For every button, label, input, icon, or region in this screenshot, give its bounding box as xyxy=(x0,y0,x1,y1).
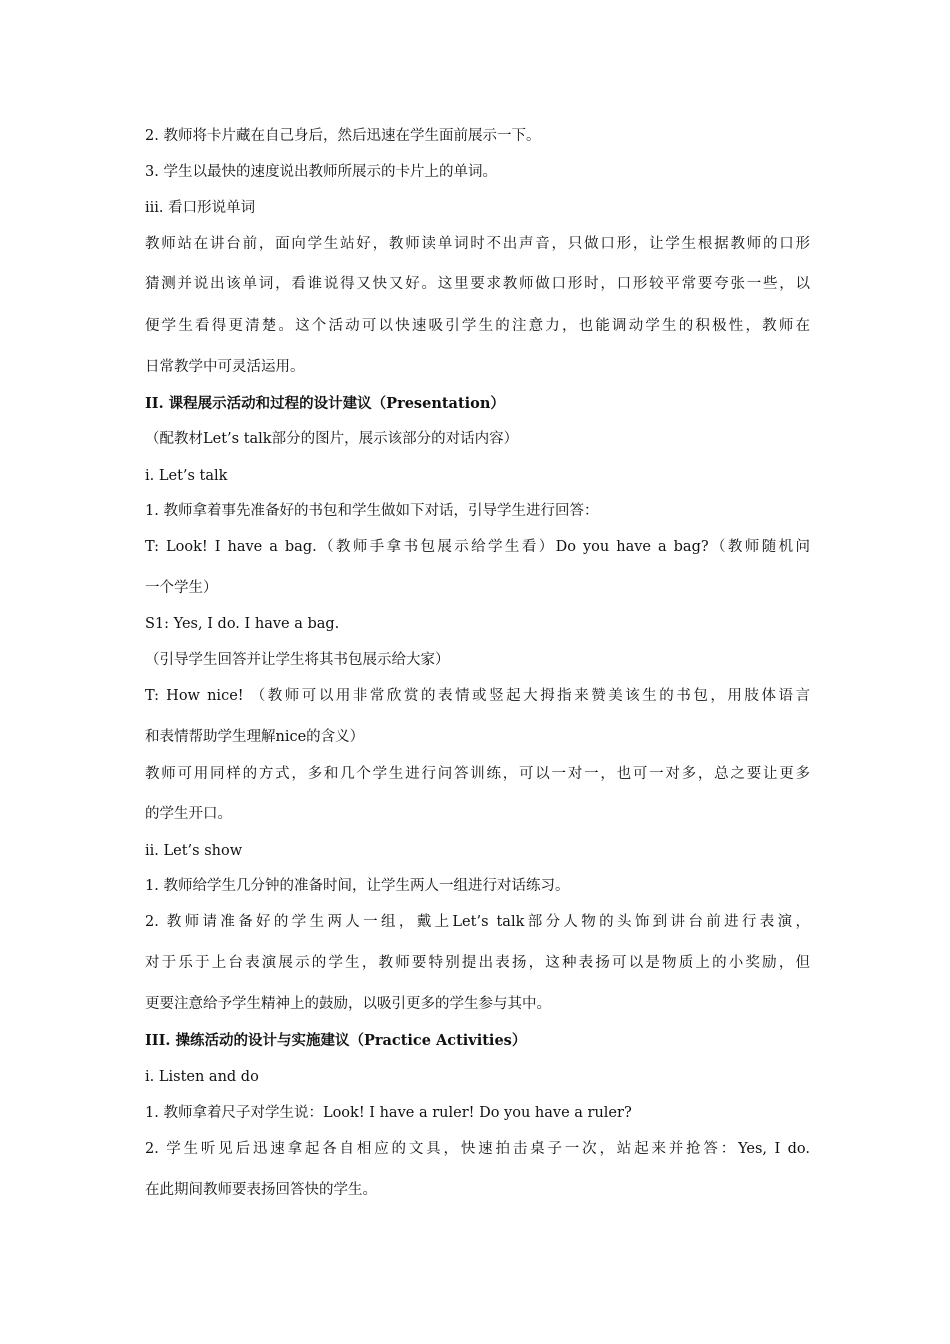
paragraph-line: 教师站在讲台前，面向学生站好，教师读单词时不出声音，只做口形，让学生根据教师的口形 xyxy=(145,236,810,252)
note-line: （配教材Let’s talk部分的图片，展示该部分的对话内容） xyxy=(145,431,519,447)
step-line: 1. 教师拿着尺子对学生说：Look! I have a ruler! Do you have a ruler? xyxy=(145,1105,632,1121)
paragraph-line: 更要注意给予学生精神上的鼓励，以吸引更多的学生参与其中。 xyxy=(145,996,551,1012)
section-heading-presentation: II. 课程展示活动和过程的设计建议（Presentation） xyxy=(145,395,505,412)
step-line: 2. 学生听见后迅速拿起各自相应的文具，快速拍击桌子一次，站起来并抢答：Yes, I do. xyxy=(145,1141,810,1157)
section-heading-practice: III. 操练活动的设计与实施建议（Practice Activities） xyxy=(145,1032,527,1049)
paragraph-line: 猜测并说出该单词，看谁说得又快又好。这里要求教师做口形时，口形较平常要夸张一些，以 xyxy=(145,276,810,292)
subheading-listen-and-do: i. Listen and do xyxy=(145,1069,259,1085)
dialogue-line: T: How nice! （教师可以用非常欣赏的表情或竖起大拇指来赞美该生的书包，用肢体语言 xyxy=(145,688,810,704)
subheading-lets-show: ii. Let’s show xyxy=(145,843,243,859)
paragraph-line: 在此期间教师要表扬回答快的学生。 xyxy=(145,1182,377,1198)
step-line: 2. 教师请准备好的学生两人一组，戴上Let’s talk部分人物的头饰到讲台前进行表演， xyxy=(145,914,810,930)
step-line: 1. 教师拿着事先准备好的书包和学生做如下对话，引导学生进行回答： xyxy=(145,503,599,519)
dialogue-line: T: Look! I have a bag.（教师手拿书包展示给学生看）Do you have a bag?（教师随机问 xyxy=(145,539,810,555)
paragraph-line: 日常教学中可灵活运用。 xyxy=(145,359,305,375)
step-2-hide-card: 2. 教师将卡片藏在自己身后，然后迅速在学生面前展示一下。 xyxy=(145,128,541,144)
note-line: （引导学生回答并让学生将其书包展示给大家） xyxy=(145,652,450,668)
subheading-lets-talk: i. Let’s talk xyxy=(145,468,228,484)
paragraph-line: 的学生开口。 xyxy=(145,806,232,822)
dialogue-line: 一个学生） xyxy=(145,580,218,596)
paragraph-line: 对于乐于上台表演展示的学生，教师要特别提出表扬，这种表扬可以是物质上的小奖励，但 xyxy=(145,955,810,971)
paragraph-line: 便学生看得更清楚。这个活动可以快速吸引学生的注意力，也能调动学生的积极性，教师在 xyxy=(145,318,810,334)
step-3-say-word: 3. 学生以最快的速度说出教师所展示的卡片上的单词。 xyxy=(145,164,497,180)
step-line: 1. 教师给学生几分钟的准备时间，让学生两人一组进行对话练习。 xyxy=(145,878,570,894)
paragraph-line: 教师可用同样的方式，多和几个学生进行问答训练，可以一对一，也可一对多，总之要让更多 xyxy=(145,766,810,782)
dialogue-line: 和表情帮助学生理解nice的含义） xyxy=(145,729,365,745)
subheading-lip-reading: iii. 看口形说单词 xyxy=(145,200,256,216)
dialogue-line: S1: Yes, I do. I have a bag. xyxy=(145,616,340,632)
